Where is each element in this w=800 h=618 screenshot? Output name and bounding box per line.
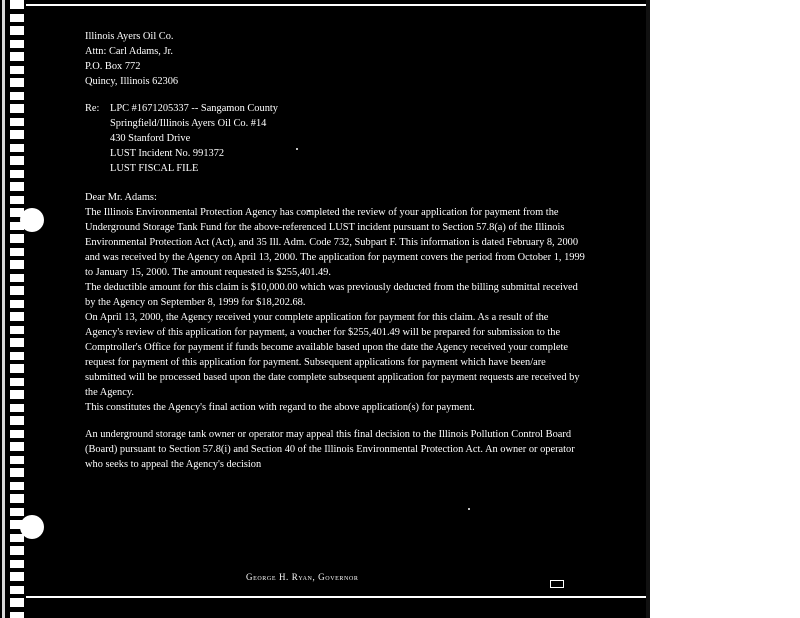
binding-edge-line (2, 0, 5, 618)
reference-line: LUST FISCAL FILE (110, 163, 199, 174)
page-top-edge (26, 4, 648, 6)
recycled-mark (550, 580, 564, 588)
reference-line: LPC #1671205337 -- Sangamon County (110, 103, 278, 114)
address-line: Attn: Carl Adams, Jr. (85, 46, 174, 57)
re-label: Re: (85, 103, 100, 114)
address-line: Illinois Ayers Oil Co. (85, 31, 174, 42)
letter-body (85, 29, 585, 472)
address-line: P.O. Box 772 (85, 61, 141, 72)
body-paragraph: An underground storage tank owner or operator may appeal this final decision to the Illinois Pollution Control Board (Board) pursuant to Section 57.8(i) and Section 40 of the Illinois Environmental Protection Act. An owner or operator who seeks to appeal the Agency's decision (85, 429, 575, 470)
reference-lines (110, 101, 278, 176)
punch-hole-bottom (20, 515, 44, 539)
letterhead-footer: George H. Ryan, Governor (246, 572, 359, 582)
reference-block (85, 101, 585, 176)
punch-hole-top (20, 208, 44, 232)
body-paragraph: This constitutes the Agency's final action with regard to the above application(s) for payment. (85, 402, 475, 413)
page-right-edge (646, 0, 650, 618)
recipient-address (85, 29, 585, 89)
body-paragraph: The deductible amount for this claim is $10,000.00 which was previously deducted from the billing submittal received by the Agency on September 8, 1999 for $18,202.68. (85, 282, 578, 308)
body-paragraph: On April 13, 2000, the Agency received your complete application for payment for this claim. As a result of the Agency's review of this application for payment, a voucher for $255,401.49 will be prepared for submission to the Comptroller's Office for payment if funds become available based upon the date the Agency received your complete request for payment of this application for payment. Subsequent applications for payment which have been/are submitted will be processed based upon the date complete subsequent application for payment requests are received by the Agency. (85, 312, 580, 398)
reference-line: LUST Incident No. 991372 (110, 148, 225, 159)
page-bottom-edge (26, 596, 648, 598)
scan-speck (468, 508, 470, 510)
salutation: Dear Mr. Adams: (85, 192, 157, 203)
body-paragraph: The Illinois Environmental Protection Agency has completed the review of your application for payment from the Underground Storage Tank Fund for the above-referenced LUST incident pursuant to Section 57.8(a) of the Illinois Environmental Protection Act (Act), and 35 Ill. Adm. Code 732, Subpart F. This information is dated February 8, 2000 and was received by the Agency on April 13, 2000. The application for payment covers the period from October 1, 1999 to January 15, 2000. The amount requested is $255,401.49. (85, 207, 585, 278)
address-line: Quincy, Illinois 62306 (85, 76, 179, 87)
reference-line: 430 Stanford Drive (110, 133, 191, 144)
reference-line: Springfield/Illinois Ayers Oil Co. #14 (110, 118, 267, 129)
